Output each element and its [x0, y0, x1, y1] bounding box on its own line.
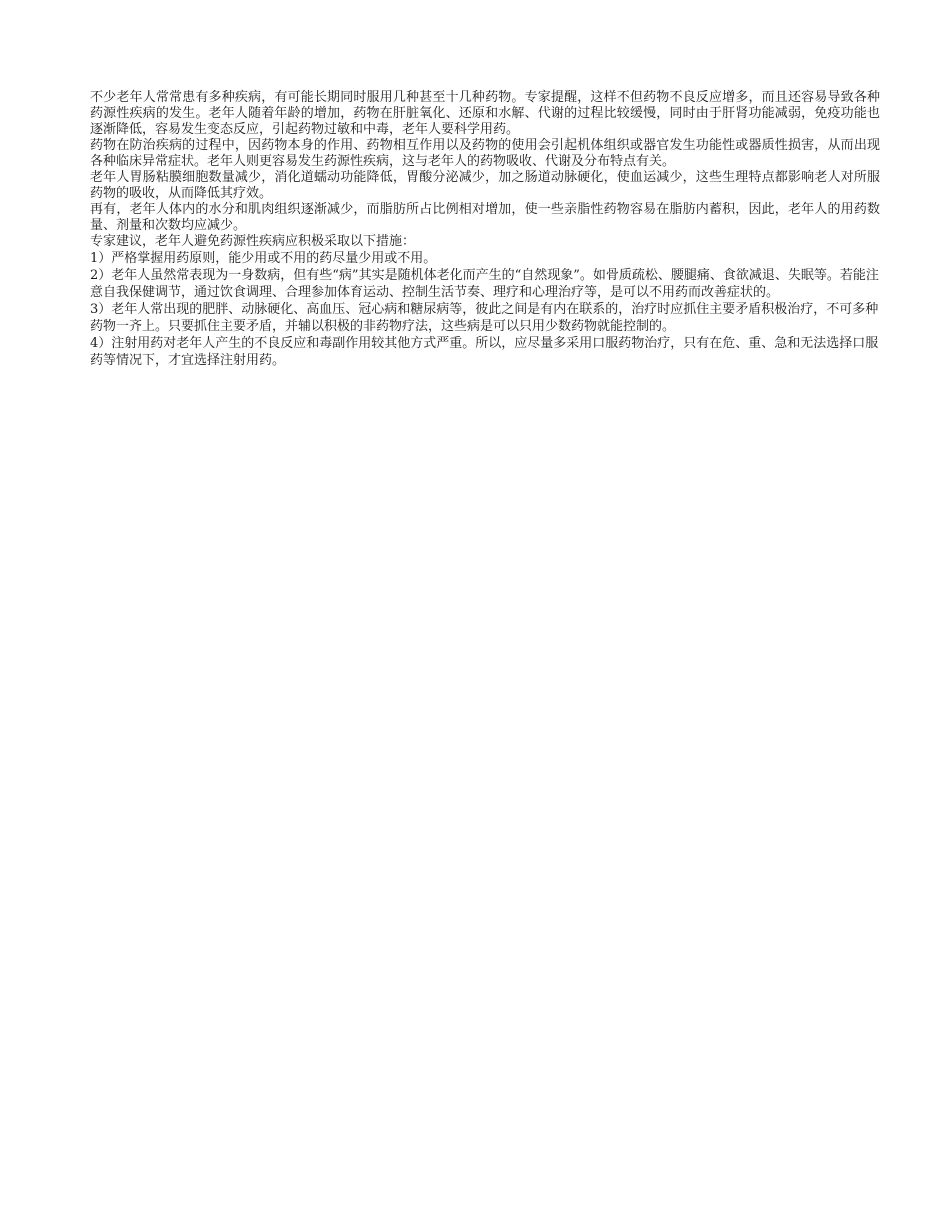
paragraph-expert-advice: 专家建议，老年人避免药源性疾病应积极采取以下措施：	[90, 234, 416, 249]
measure-item-3: 3）老年人常出现的肥胖、动脉硬化、高血压、冠心病和糖尿病等，彼此之间是有内在联系的，治疗时应抓住主要矛盾积极治疗，不可多种药物一齐上。只要抓住主要矛盾，并辅以积极的非药物疗法，这些病是可以只用少数药物就能控制的。	[90, 302, 879, 334]
measure-item-1: 1）严格掌握用药原则，能少用或不用的药尽量少用或不用。	[90, 251, 437, 266]
paragraph-body-composition: 再有，老年人体内的水分和肌肉组织逐渐减少，而脂肪所占比例相对增加，使一些亲脂性药物容易在脂肪内蓄积，因此，老年人的用药数量、剂量和次数均应减少。	[90, 202, 880, 233]
document-body	[90, 90, 880, 369]
paragraph-intro: 不少老年人常常患有多种疾病，有可能长期同时服用几种甚至十几种药物。专家提醒，这样不但药物不良反应增多，而且还容易导致各种药源性疾病的发生。老年人随着年龄的增加，药物在肝脏氧化、还原和水解、代谢的过程比较缓慢，同时由于肝肾功能减弱，免疫功能也逐渐降低，容易发生变态反应，引起药物过敏和中毒，老年人要科学用药。	[90, 90, 880, 137]
measure-item-4: 4）注射用药对老年人产生的不良反应和毒副作用较其他方式严重。所以，应尽量多采用口服药物治疗，只有在危、重、急和无法选择口服药等情况下，才宜选择注射用药。	[90, 336, 879, 368]
paragraph-absorption: 老年人胃肠粘膜细胞数量减少，消化道蠕动功能降低，胃酸分泌减少，加之肠道动脉硬化，使血运减少，这些生理特点都影响老人对所服药物的吸收，从而降低其疗效。	[90, 170, 880, 201]
measure-item-2: 2）老年人虽然常表现为一身数病，但有些“病”其实是随机体老化而产生的“自然现象”。如骨质疏松、腰腿痛、食欲减退、失眠等。若能注意自我保健调节，通过饮食调理、合理参加体育运动、控制生活节奏、理疗和心理治疗等，是可以不用药而改善症状的。	[90, 268, 879, 300]
paragraph-drug-disease: 药物在防治疾病的过程中，因药物本身的作用、药物相互作用以及药物的使用会引起机体组织或器官发生功能性或器质性损害，从而出现各种临床异常症状。老年人则更容易发生药源性疾病，这与老年人的药物吸收、代谢及分布特点有关。	[90, 138, 880, 169]
